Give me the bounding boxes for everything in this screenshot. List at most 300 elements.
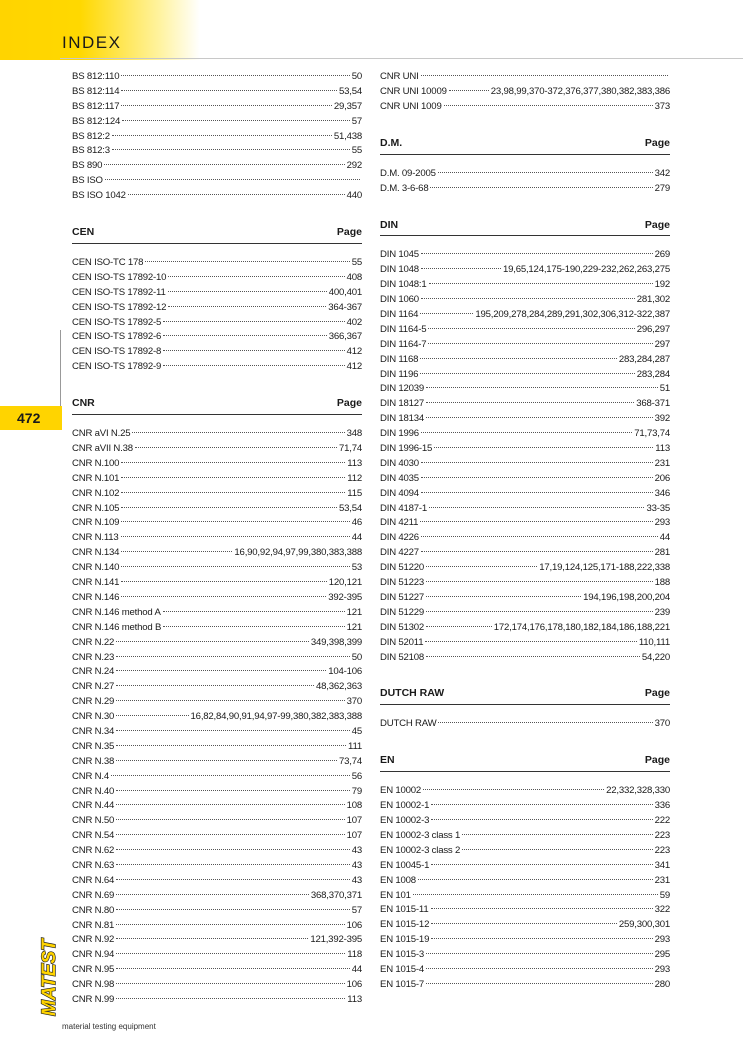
dot-leader bbox=[418, 879, 653, 880]
dot-leader bbox=[430, 187, 652, 188]
dot-leader bbox=[449, 90, 489, 91]
section-title: D.M. bbox=[380, 136, 403, 149]
section-page-label: Page bbox=[644, 687, 670, 700]
entry-standard: CNR N.4 bbox=[72, 770, 109, 782]
dot-leader bbox=[431, 908, 653, 909]
index-entry bbox=[72, 189, 362, 204]
bs-list bbox=[72, 70, 362, 204]
dot-leader bbox=[121, 566, 349, 567]
entry-pages: 57 bbox=[351, 115, 362, 127]
entry-pages: 43 bbox=[351, 859, 362, 871]
entry-standard: DIN 4094 bbox=[380, 487, 419, 499]
entry-standard: CNR UNI bbox=[380, 71, 419, 82]
index-entry bbox=[72, 174, 362, 189]
section-page-label: Page bbox=[336, 397, 362, 410]
entry-pages: 43 bbox=[351, 845, 362, 857]
index-entry bbox=[380, 784, 670, 799]
din-list bbox=[380, 248, 670, 665]
entry-pages: 296,297 bbox=[636, 323, 670, 335]
entry-standard: EN 1015-7 bbox=[380, 978, 425, 990]
index-entry bbox=[72, 472, 362, 487]
entry-standard: EN 1015-11 bbox=[380, 904, 429, 916]
entry-standard: EN 10045-1 bbox=[380, 859, 430, 871]
index-entry bbox=[72, 665, 362, 680]
entry-standard: DIN 1996 bbox=[380, 428, 419, 440]
dot-leader bbox=[121, 507, 337, 508]
entry-pages: 231 bbox=[654, 874, 670, 886]
entry-standard: BS 812:117 bbox=[72, 100, 120, 112]
entry-standard: EN 10002-3 class 2 bbox=[380, 844, 461, 856]
index-entry bbox=[380, 829, 670, 844]
index-entry bbox=[72, 755, 362, 770]
index-entry bbox=[72, 591, 362, 606]
entry-standard: CNR N.63 bbox=[72, 859, 115, 871]
dot-leader bbox=[426, 983, 653, 984]
entry-pages: 46 bbox=[351, 517, 362, 529]
entry-standard: CNR N.95 bbox=[72, 964, 115, 976]
index-entry bbox=[72, 814, 362, 829]
index-entry bbox=[72, 360, 362, 375]
dot-leader bbox=[426, 626, 492, 627]
entry-standard: BS ISO 1042 bbox=[72, 190, 126, 202]
entry-pages: 44 bbox=[351, 964, 362, 976]
entry-standard: CNR UNI 1009 bbox=[380, 100, 442, 112]
entry-pages: 118 bbox=[347, 949, 362, 961]
section-header-dm bbox=[380, 137, 670, 155]
dot-leader bbox=[122, 120, 350, 121]
entry-standard: CNR N.38 bbox=[72, 755, 115, 767]
index-entry bbox=[380, 502, 670, 517]
section-page-label: Page bbox=[336, 226, 362, 239]
entry-pages: 412 bbox=[346, 346, 362, 358]
index-entry bbox=[380, 323, 670, 338]
entry-pages: 113 bbox=[347, 457, 362, 469]
entry-standard: CEN ISO-TS 17892-11 bbox=[72, 286, 166, 298]
dot-leader bbox=[426, 387, 658, 388]
dot-leader bbox=[428, 328, 634, 329]
entry-standard: CNR N.23 bbox=[72, 651, 115, 663]
dot-leader bbox=[426, 566, 537, 567]
dot-leader bbox=[116, 953, 345, 954]
index-entry bbox=[72, 710, 362, 725]
entry-standard: DIN 1045 bbox=[380, 249, 419, 261]
entry-pages: 17,19,124,125,171-188,222,338 bbox=[539, 562, 670, 574]
dot-leader bbox=[168, 291, 327, 292]
dot-leader bbox=[426, 611, 653, 612]
entry-standard: DIN 12039 bbox=[380, 383, 425, 395]
index-entry bbox=[380, 903, 670, 918]
dot-leader bbox=[431, 938, 652, 939]
entry-pages: 269 bbox=[654, 249, 670, 261]
entry-pages: 223 bbox=[654, 844, 670, 856]
entry-standard: EN 1008 bbox=[380, 874, 416, 886]
index-entry bbox=[72, 606, 362, 621]
entry-standard: DIN 1168 bbox=[380, 353, 419, 365]
index-entry bbox=[380, 948, 670, 963]
dot-leader bbox=[112, 149, 350, 150]
dm-list bbox=[380, 167, 670, 197]
index-entry bbox=[72, 651, 362, 666]
index-entry bbox=[72, 487, 362, 502]
entry-pages: 322 bbox=[654, 904, 670, 916]
dot-leader bbox=[163, 335, 327, 336]
entry-pages: 57 bbox=[351, 904, 362, 916]
entry-standard: BS 812:3 bbox=[72, 145, 110, 157]
entry-pages: 231 bbox=[654, 457, 670, 469]
dot-leader bbox=[116, 849, 350, 850]
entry-pages: 54,220 bbox=[641, 651, 670, 663]
dot-leader bbox=[426, 968, 653, 969]
index-entry bbox=[72, 130, 362, 145]
index-entry bbox=[72, 144, 362, 159]
index-entry bbox=[72, 427, 362, 442]
index-entry bbox=[380, 85, 670, 100]
entry-standard: CEN ISO-TS 17892-5 bbox=[72, 316, 162, 328]
index-entry bbox=[72, 933, 362, 948]
dot-leader bbox=[111, 775, 350, 776]
index-entry bbox=[380, 889, 670, 904]
entry-standard: CNR N.101 bbox=[72, 472, 120, 484]
entry-pages: 55 bbox=[351, 257, 362, 269]
dot-leader bbox=[121, 536, 350, 537]
section-title: CNR bbox=[72, 397, 95, 410]
index-entry bbox=[380, 546, 670, 561]
entry-standard: CNR N.105 bbox=[72, 502, 120, 514]
entry-standard: CNR N.30 bbox=[72, 711, 115, 723]
dot-leader bbox=[426, 402, 634, 403]
entry-standard: DIN 52011 bbox=[380, 636, 424, 648]
index-entry bbox=[380, 576, 670, 591]
index-entry bbox=[72, 256, 362, 271]
index-entry bbox=[380, 621, 670, 636]
index-entry bbox=[72, 115, 362, 130]
entry-pages: 108 bbox=[346, 800, 362, 812]
entry-standard: D.M. 09-2005 bbox=[380, 167, 436, 179]
entry-standard: CEN ISO-TS 17892-9 bbox=[72, 361, 162, 373]
dot-leader bbox=[444, 105, 653, 106]
dot-leader bbox=[425, 641, 636, 642]
entry-standard: CEN ISO-TS 17892-8 bbox=[72, 346, 162, 358]
entry-standard: CNR UNI 10009 bbox=[380, 85, 447, 97]
dot-leader bbox=[116, 760, 337, 761]
entry-standard: DIN 51229 bbox=[380, 606, 425, 618]
index-entry bbox=[72, 345, 362, 360]
section-title: DUTCH RAW bbox=[380, 687, 445, 700]
dot-leader bbox=[421, 477, 653, 478]
index-entry bbox=[380, 353, 670, 368]
entry-pages: 188 bbox=[654, 577, 670, 589]
dot-leader bbox=[116, 715, 188, 716]
entry-pages: 56 bbox=[351, 770, 362, 782]
index-entry bbox=[380, 799, 670, 814]
entry-pages: 71,74 bbox=[338, 443, 362, 455]
index-entry bbox=[72, 770, 362, 785]
footer-tagline: material testing equipment bbox=[62, 1022, 156, 1031]
entry-standard: EN 1015-19 bbox=[380, 934, 430, 946]
index-entry bbox=[380, 918, 670, 933]
entry-standard: BS 890 bbox=[72, 160, 103, 172]
index-entry bbox=[72, 621, 362, 636]
entry-pages: 297 bbox=[654, 338, 670, 350]
dot-leader bbox=[438, 722, 652, 723]
dot-leader bbox=[426, 417, 653, 418]
index-entry bbox=[72, 680, 362, 695]
dot-leader bbox=[438, 172, 653, 173]
entry-pages: 115 bbox=[347, 487, 362, 499]
en-list bbox=[380, 784, 670, 992]
index-entry bbox=[380, 368, 670, 383]
entry-standard: DIN 4226 bbox=[380, 532, 419, 544]
index-entry bbox=[380, 397, 670, 412]
entry-pages: 368-371 bbox=[636, 398, 670, 410]
entry-standard: BS ISO bbox=[72, 175, 103, 187]
index-entry bbox=[72, 963, 362, 978]
entry-pages: 121 bbox=[346, 621, 362, 633]
dot-leader bbox=[128, 194, 345, 195]
entry-pages: 120,121 bbox=[328, 577, 362, 589]
dutch-raw-list bbox=[380, 717, 670, 732]
dot-leader bbox=[431, 864, 652, 865]
matest-logo bbox=[36, 932, 60, 1018]
dot-leader bbox=[105, 179, 360, 180]
index-entry bbox=[72, 159, 362, 174]
entry-pages: 341 bbox=[654, 859, 670, 871]
header-band bbox=[0, 0, 743, 60]
dot-leader bbox=[116, 864, 350, 865]
entry-standard: DIN 51302 bbox=[380, 621, 425, 633]
dot-leader bbox=[116, 968, 350, 969]
entry-standard: EN 10002-3 class 1 bbox=[380, 829, 461, 841]
index-entry bbox=[72, 889, 362, 904]
entry-standard: CNR N.34 bbox=[72, 725, 115, 737]
dot-leader bbox=[421, 551, 653, 552]
section-title: CEN bbox=[72, 226, 95, 239]
dot-leader bbox=[434, 447, 653, 448]
dot-leader bbox=[112, 135, 332, 136]
entry-pages: 48,362,363 bbox=[315, 681, 362, 693]
entry-standard: EN 1015-12 bbox=[380, 919, 430, 931]
entry-standard: CNR N.44 bbox=[72, 800, 115, 812]
dot-leader bbox=[421, 536, 658, 537]
dot-leader bbox=[145, 261, 349, 262]
entry-standard: EN 10002 bbox=[380, 785, 422, 797]
entry-pages: 392 bbox=[654, 413, 670, 425]
dot-leader bbox=[168, 306, 326, 307]
entry-pages: 44 bbox=[351, 532, 362, 544]
index-entry bbox=[380, 278, 670, 293]
index-entry bbox=[380, 814, 670, 829]
dot-leader bbox=[121, 75, 349, 76]
index-entry bbox=[380, 844, 670, 859]
dot-leader bbox=[168, 276, 344, 277]
entry-standard: BS 812:124 bbox=[72, 115, 121, 127]
dot-leader bbox=[116, 924, 344, 925]
entry-pages: 113 bbox=[347, 993, 362, 1005]
entry-standard: CNR N.102 bbox=[72, 487, 120, 499]
dot-leader bbox=[163, 321, 344, 322]
index-entry bbox=[72, 919, 362, 934]
entry-standard: CNR N.141 bbox=[72, 577, 120, 589]
index-entry bbox=[380, 182, 670, 197]
entry-pages: 293 bbox=[654, 517, 670, 529]
entry-standard: CNR N.113 bbox=[72, 532, 119, 544]
entry-standard: BS 812:2 bbox=[72, 130, 110, 142]
entry-pages: 59 bbox=[659, 889, 670, 901]
entry-pages: 53,54 bbox=[338, 85, 362, 97]
entry-standard: CNR N.22 bbox=[72, 636, 115, 648]
entry-pages: 107 bbox=[346, 815, 362, 827]
section-header-cnr bbox=[72, 397, 362, 415]
entry-pages: 408 bbox=[346, 271, 362, 283]
index-entry bbox=[72, 531, 362, 546]
entry-standard: CNR N.99 bbox=[72, 993, 115, 1005]
dot-leader bbox=[116, 745, 346, 746]
index-entry bbox=[380, 308, 670, 323]
entry-pages: 292 bbox=[346, 160, 362, 172]
index-entry bbox=[380, 248, 670, 263]
dot-leader bbox=[431, 819, 652, 820]
entry-pages: 348 bbox=[346, 428, 362, 440]
dot-leader bbox=[420, 373, 635, 374]
entry-standard: CNR N.50 bbox=[72, 815, 115, 827]
entry-pages: 281 bbox=[654, 547, 670, 559]
entry-pages: 283,284 bbox=[636, 368, 670, 380]
entry-standard: CNR N.146 method A bbox=[72, 606, 161, 618]
entry-standard: DIN 1048:1 bbox=[380, 279, 427, 291]
entry-pages: 392-395 bbox=[328, 591, 362, 603]
entry-standard: DIN 1196 bbox=[380, 368, 419, 380]
index-entry bbox=[72, 799, 362, 814]
dot-leader bbox=[426, 581, 653, 582]
entry-pages: 43 bbox=[351, 874, 362, 886]
index-entry bbox=[380, 70, 670, 85]
index-entry bbox=[72, 85, 362, 100]
section-page-label: Page bbox=[644, 136, 670, 149]
dot-leader bbox=[163, 350, 344, 351]
entry-pages: 206 bbox=[654, 472, 670, 484]
index-entry bbox=[72, 546, 362, 561]
dot-leader bbox=[104, 164, 344, 165]
dot-leader bbox=[428, 343, 652, 344]
dot-leader bbox=[116, 909, 350, 910]
dot-leader bbox=[121, 596, 326, 597]
index-entry bbox=[72, 70, 362, 85]
dot-leader bbox=[426, 953, 653, 954]
entry-standard: EN 1015-3 bbox=[380, 949, 425, 961]
dot-leader bbox=[121, 105, 331, 106]
entry-pages: 23,98,99,370-372,376,377,380,382,383,386 bbox=[490, 85, 670, 97]
entry-pages: 412 bbox=[346, 361, 362, 373]
dot-leader bbox=[421, 298, 635, 299]
entry-pages: 22,332,328,330 bbox=[606, 785, 670, 797]
entry-pages: 402 bbox=[346, 316, 362, 328]
entry-pages: 194,196,198,200,204 bbox=[583, 591, 670, 603]
dot-leader bbox=[421, 75, 668, 76]
index-entry bbox=[380, 561, 670, 576]
entry-standard: DIN 4187-1 bbox=[380, 502, 428, 514]
index-entry bbox=[380, 457, 670, 472]
index-entry bbox=[72, 561, 362, 576]
entry-standard: CNR N.64 bbox=[72, 874, 115, 886]
entry-standard: CNR N.35 bbox=[72, 740, 115, 752]
entry-standard: DIN 1164-7 bbox=[380, 338, 427, 350]
index-entry bbox=[72, 874, 362, 889]
entry-pages: 55 bbox=[351, 145, 362, 157]
dot-leader bbox=[431, 923, 617, 924]
entry-pages: 222 bbox=[654, 815, 670, 827]
entry-standard: CNR N.29 bbox=[72, 696, 115, 708]
section-header-din bbox=[380, 218, 670, 236]
cnr-uni-list bbox=[380, 70, 670, 115]
entry-standard: DIN 18134 bbox=[380, 413, 425, 425]
index-entry bbox=[380, 717, 670, 732]
section-title: EN bbox=[380, 754, 395, 767]
entry-pages: 336 bbox=[654, 800, 670, 812]
dot-leader bbox=[423, 789, 604, 790]
index-entry bbox=[72, 948, 362, 963]
entry-pages: 349,398,399 bbox=[310, 636, 362, 648]
section-title: DIN bbox=[380, 218, 399, 231]
dot-leader bbox=[163, 626, 344, 627]
index-entry bbox=[72, 516, 362, 531]
index-entry bbox=[72, 316, 362, 331]
index-entry bbox=[72, 271, 362, 286]
entry-pages: 366,367 bbox=[328, 331, 362, 343]
index-entry bbox=[72, 442, 362, 457]
entry-standard: DIN 1048 bbox=[380, 264, 419, 276]
dot-leader bbox=[116, 983, 344, 984]
entry-standard: D.M. 3-6-68 bbox=[380, 182, 429, 194]
entry-standard: CEN ISO-TS 17892-10 bbox=[72, 271, 167, 283]
entry-standard: CNR N.54 bbox=[72, 830, 115, 842]
entry-standard: EN 101 bbox=[380, 889, 411, 901]
entry-pages: 106 bbox=[346, 979, 362, 991]
index-entry bbox=[72, 695, 362, 710]
index-entry bbox=[72, 457, 362, 472]
dot-leader bbox=[121, 90, 337, 91]
entry-standard: CNR N.92 bbox=[72, 934, 115, 946]
dot-leader bbox=[121, 581, 326, 582]
index-entry bbox=[380, 874, 670, 889]
index-entry bbox=[72, 993, 362, 1008]
index-entry bbox=[72, 301, 362, 316]
entry-pages: 50 bbox=[351, 71, 362, 82]
entry-standard: CNR N.80 bbox=[72, 904, 115, 916]
entry-pages: 53,54 bbox=[338, 502, 362, 514]
index-entry bbox=[380, 442, 670, 457]
index-entry bbox=[380, 651, 670, 666]
entry-pages: 45 bbox=[351, 725, 362, 737]
dot-leader bbox=[116, 656, 350, 657]
entry-pages: 172,174,176,178,180,182,184,186,188,221 bbox=[493, 621, 670, 633]
entry-pages: 364-367 bbox=[328, 301, 362, 313]
entry-standard: CNR N.140 bbox=[72, 562, 120, 574]
index-entry bbox=[72, 740, 362, 755]
dot-leader bbox=[121, 551, 232, 552]
index-entry bbox=[72, 636, 362, 651]
entry-pages: 121,392-395 bbox=[310, 934, 362, 946]
index-entry bbox=[72, 844, 362, 859]
cen-list bbox=[72, 256, 362, 375]
entry-standard: DIN 1164 bbox=[380, 309, 419, 321]
dot-leader bbox=[121, 462, 345, 463]
dot-leader bbox=[121, 477, 345, 478]
index-entry bbox=[380, 606, 670, 621]
dot-leader bbox=[116, 700, 344, 701]
dot-leader bbox=[116, 834, 344, 835]
entry-standard: DIN 51223 bbox=[380, 577, 425, 589]
cnr-list bbox=[72, 427, 362, 1008]
